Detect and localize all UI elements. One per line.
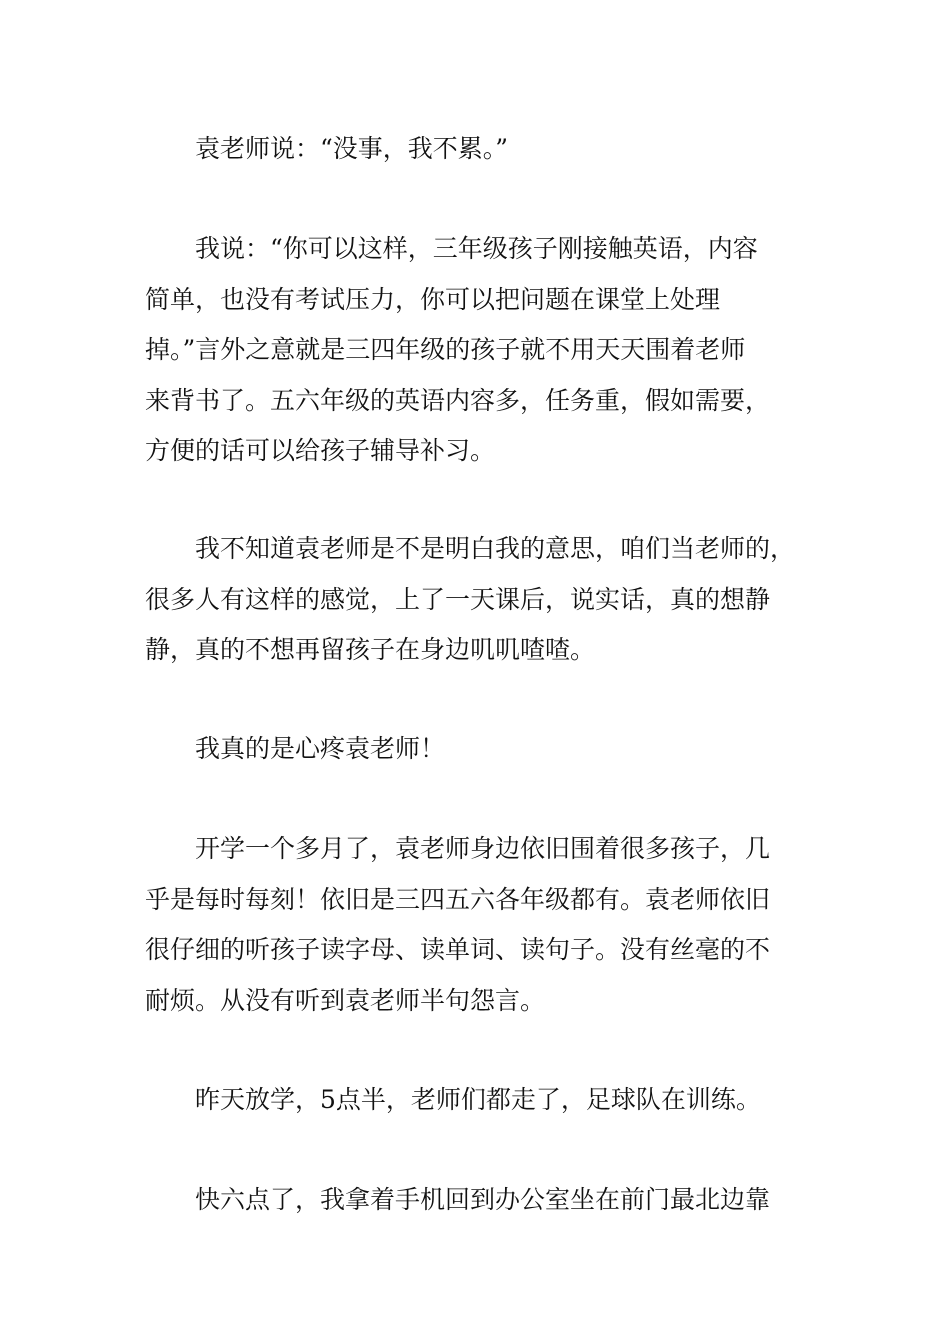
text-line: 我不知道袁老师是不是明白我的意思，咱们当老师的， (195, 534, 796, 563)
text-line: 袁老师说：“没事，我不累。” (195, 134, 509, 163)
text-line: 快六点了，我拿着手机回到办公室坐在前门最北边靠 (195, 1185, 771, 1214)
text-line: 来背书了。五六年级的英语内容多，任务重，假如需要， (145, 385, 771, 415)
text-line: 开学一个多月了，袁老师身边依旧围着很多孩子，几 (195, 834, 771, 863)
text-line: 很仔细的听孩子读字母、读单词、读句子。没有丝毫的不 (145, 935, 771, 964)
text-line: 简单，也没有考试压力，你可以把问题在课堂上处理 (145, 284, 721, 314)
paragraph-4 (145, 724, 811, 775)
paragraph-1 (145, 124, 811, 175)
text-line: 昨天放学，5点半，老师们都走了，足球队在训练。 (195, 1085, 761, 1114)
paragraph-3 (145, 524, 811, 676)
text-line: 我真的是心疼袁老师！ (195, 734, 446, 763)
text-line: 方便的话可以给孩子辅导补习。 (145, 436, 496, 465)
text-line: 很多人有这样的感觉，上了一天课后，说实话，真的想静 (145, 584, 771, 614)
text-line: 耐烦。从没有听到袁老师半句怨言。 (145, 985, 546, 1015)
paragraph-2 (145, 224, 811, 477)
text-line: 我说：“你可以这样，三年级孩子刚接触英语，内容 (195, 234, 758, 263)
text-line: 掉。”言外之意就是三四年级的孩子就不用天天围着老师 (145, 335, 746, 364)
text-line: 乎是每时每刻！依旧是三四五六各年级都有。袁老师依旧 (145, 884, 771, 914)
paragraph-6 (145, 1075, 811, 1126)
paragraph-5 (145, 824, 811, 1026)
paragraph-7 (145, 1175, 811, 1226)
text-line: 静，真的不想再留孩子在身边叽叽喳喳。 (145, 635, 596, 664)
